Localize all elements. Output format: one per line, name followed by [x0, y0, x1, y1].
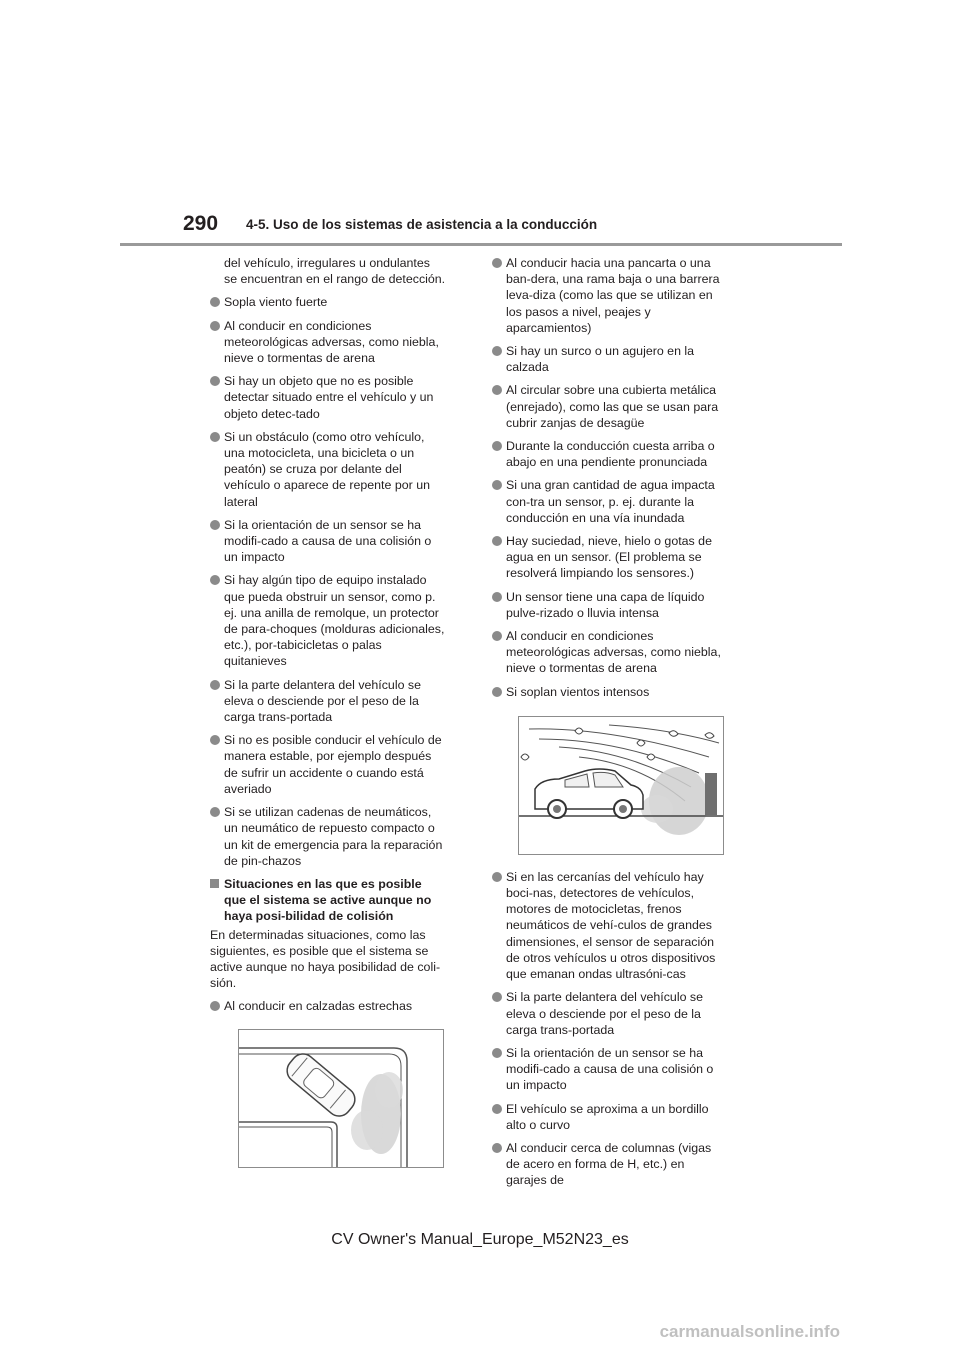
- square-bullet-icon: [210, 879, 219, 888]
- list-item: Si la orientación de un sensor se ha modifi-cado a causa de una colisión o un impacto: [492, 1045, 728, 1094]
- bullet-icon: [210, 432, 220, 442]
- list-item: Si en las cercanías del vehículo hay boci-nas, detectores de vehículos, motores de motocicletas, frenos neumáticos de vehí-culos de grandes dimensiones, el sensor de separación de otros vehículos u otros dispositivos que emanan ondas ultrasóni-cas: [492, 869, 728, 982]
- bullet-icon: [492, 872, 502, 882]
- list-item: Al conducir hacia una pancarta o una ban-dera, una rama baja o una barrera leva-diza (como las que se utilizan en los pasos a nivel, peajes y aparcamientos): [492, 255, 728, 336]
- bullet-icon: [492, 346, 502, 356]
- list-item: Si hay algún tipo de equipo instalado que pueda obstruir un sensor, como p. ej. una anilla de remolque, un protector de para-choques (molduras adicionales, etc.), por-tabicicletas o palas quitanieves: [210, 572, 446, 669]
- strong-wind-illustration: [518, 716, 724, 855]
- bullet-icon: [492, 258, 502, 268]
- bullet-icon: [492, 992, 502, 1002]
- list-item: El vehículo se aproxima a un bordillo alto o curvo: [492, 1101, 728, 1133]
- list-item: Si hay un surco o un agujero en la calzada: [492, 343, 728, 375]
- list-item: Al conducir cerca de columnas (vigas de acero en forma de H, etc.) en garajes de: [492, 1140, 728, 1189]
- header-divider: [120, 243, 842, 246]
- bullet-icon: [492, 536, 502, 546]
- continued-text: del vehículo, irregulares u ondulantes se encuentran en el rango de detección.: [224, 256, 446, 287]
- bullet-icon: [210, 807, 220, 817]
- list-item: Si soplan vientos intensos: [492, 684, 728, 700]
- list-item: Al conducir en calzadas estrechas: [210, 998, 446, 1014]
- bullet-icon: [492, 441, 502, 451]
- bullet-icon: [492, 385, 502, 395]
- bullet-icon: [210, 735, 220, 745]
- list-item: Durante la conducción cuesta arriba o abajo en una pendiente pronunciada: [492, 438, 728, 470]
- left-column: [210, 255, 446, 1182]
- page-number: 290: [183, 212, 219, 235]
- narrow-road-illustration: [238, 1029, 444, 1168]
- bullet-icon: [210, 520, 220, 530]
- list-item: Si hay un objeto que no es posible detectar situado entre el vehículo y un objeto detec-tado: [210, 373, 446, 422]
- bullet-icon: [492, 480, 502, 490]
- bullet-icon: [492, 687, 502, 697]
- bullet-icon: [210, 297, 220, 307]
- bullet-icon: [210, 1001, 220, 1011]
- list-item: Un sensor tiene una capa de líquido pulve-rizado o lluvia intensa: [492, 589, 728, 621]
- bullet-icon: [492, 1104, 502, 1114]
- list-item: Si se utilizan cadenas de neumáticos, un neumático de repuesto compacto o un kit de emergencia para la reparación de pin-chazos: [210, 804, 446, 869]
- list-item: Hay suciedad, nieve, hielo o gotas de agua en un sensor. (El problema se resolverá limpiando los sensores.): [492, 533, 728, 582]
- bullet-icon: [492, 1048, 502, 1058]
- list-item: Si un obstáculo (como otro vehículo, una motocicleta, una bicicleta o un peatón) se cruza por delante del vehículo o aparece de repente por un lateral: [210, 429, 446, 510]
- list-item: Si la parte delantera del vehículo se eleva o desciende por el peso de la carga trans-portada: [492, 989, 728, 1038]
- bullet-icon: [210, 321, 220, 331]
- bullet-icon: [492, 1143, 502, 1153]
- bullet-icon: [210, 575, 220, 585]
- list-item: Si la orientación de un sensor se ha modifi-cado a causa de una colisión o un impacto: [210, 517, 446, 566]
- right-column: [492, 255, 728, 1196]
- footer-manual-id: CV Owner's Manual_Europe_M52N23_es: [331, 1231, 629, 1248]
- list-item: Si no es posible conducir el vehículo de manera estable, por ejemplo después de sufrir un accidente o cuando está averiado: [210, 732, 446, 797]
- list-item: Si una gran cantidad de agua impacta con-tra un sensor, p. ej. durante la conducción en una vía inundada: [492, 477, 728, 526]
- list-item: Al conducir en condiciones meteorológicas adversas, como niebla, nieve o tormentas de arena: [210, 318, 446, 367]
- subsection-heading: Situaciones en las que es posible que el sistema se active aunque no haya posi-bilidad de colisión: [210, 876, 446, 925]
- list-item: Si la parte delantera del vehículo se eleva o desciende por el peso de la carga trans-portada: [210, 677, 446, 726]
- subsection-text: En determinadas situaciones, como las siguientes, es posible que el sistema se active aunque no haya posibilidad de coli-sión.: [210, 927, 441, 991]
- watermark: carmanualsonline.info: [659, 1322, 840, 1341]
- bullet-icon: [492, 592, 502, 602]
- section-title: 4-5. Uso de los sistemas de asistencia a la conducción: [246, 217, 598, 232]
- list-item: Al conducir en condiciones meteorológicas adversas, como niebla, nieve o tormentas de arena: [492, 628, 728, 677]
- list-item: Al circular sobre una cubierta metálica (enrejado), como las que se usan para cubrir zanjas de desagüe: [492, 382, 728, 431]
- list-item: Sopla viento fuerte: [210, 294, 446, 310]
- bullet-icon: [210, 376, 220, 386]
- bullet-icon: [492, 631, 502, 641]
- bullet-icon: [210, 680, 220, 690]
